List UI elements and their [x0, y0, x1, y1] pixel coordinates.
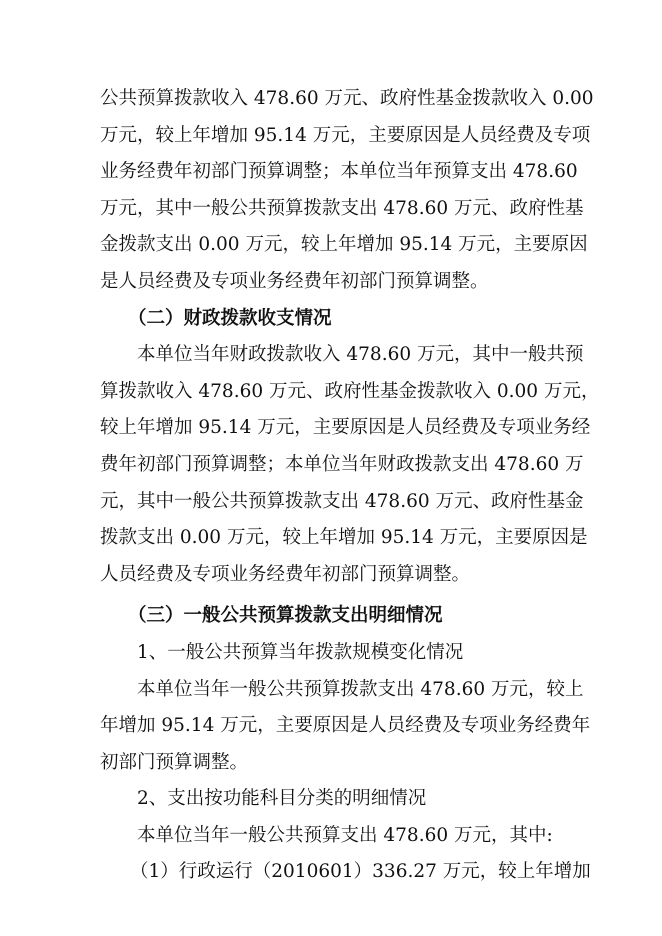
text-line: 万元，较上年增加 95.14 万元，主要原因是人员经费及专项	[100, 124, 591, 146]
text-line: 业务经费年初部门预算调整；本单位当年预算支出 478.60	[100, 161, 578, 183]
text-line: 万元，其中一般公共预算拨款支出 478.60 万元、政府性基	[100, 197, 584, 219]
text-line: 算拨款收入 478.60 万元、政府性基金拨款收入 0.00 万元，	[100, 380, 600, 402]
text-line: 公共预算拨款收入 478.60 万元、政府性基金拨款收入 0.00	[100, 88, 594, 109]
text-line: 是人员经费及专项业务经费年初部门预算调整。	[100, 270, 489, 292]
text-line: 拨款支出 0.00 万元，较上年增加 95.14 万元，主要原因是	[100, 527, 588, 549]
text-line: 元，其中一般公共预算拨款支出 478.60 万元、政府性基金	[100, 490, 584, 512]
text-line: 费年初部门预算调整；本单位当年财政拨款支出 478.60 万	[100, 453, 584, 475]
section-heading: （三）一般公共预算拨款支出明细情况	[128, 605, 443, 627]
text-line: 人员经费及专项业务经费年初部门预算调整。	[100, 563, 471, 585]
subheading: 1、一般公共预算当年拨款规模变化情况	[137, 641, 464, 663]
section-heading: （二）财政拨款收支情况	[128, 307, 332, 329]
text-line: 本单位当年财政拨款收入 478.60 万元，其中一般共预	[137, 344, 584, 366]
text-line: 金拨款支出 0.00 万元，较上年增加 95.14 万元，主要原因	[100, 234, 588, 256]
text-line: 本单位当年一般公共预算支出 478.60 万元，其中:	[137, 824, 553, 846]
subheading: 2、支出按功能科目分类的明细情况	[137, 788, 427, 810]
list-item: （1）行政运行（2010601）336.27 万元，较上年增加	[130, 861, 591, 883]
document-page	[100, 81, 600, 891]
text-line: 初部门预算调整。	[100, 751, 249, 773]
text-line: 较上年增加 95.14 万元，主要原因是人员经费及专项业务经	[100, 417, 591, 439]
text-line: 年增加 95.14 万元，主要原因是人员经费及专项业务经费年	[100, 715, 591, 737]
text-line: 本单位当年一般公共预算拨款支出 478.60 万元，较上	[137, 678, 584, 700]
